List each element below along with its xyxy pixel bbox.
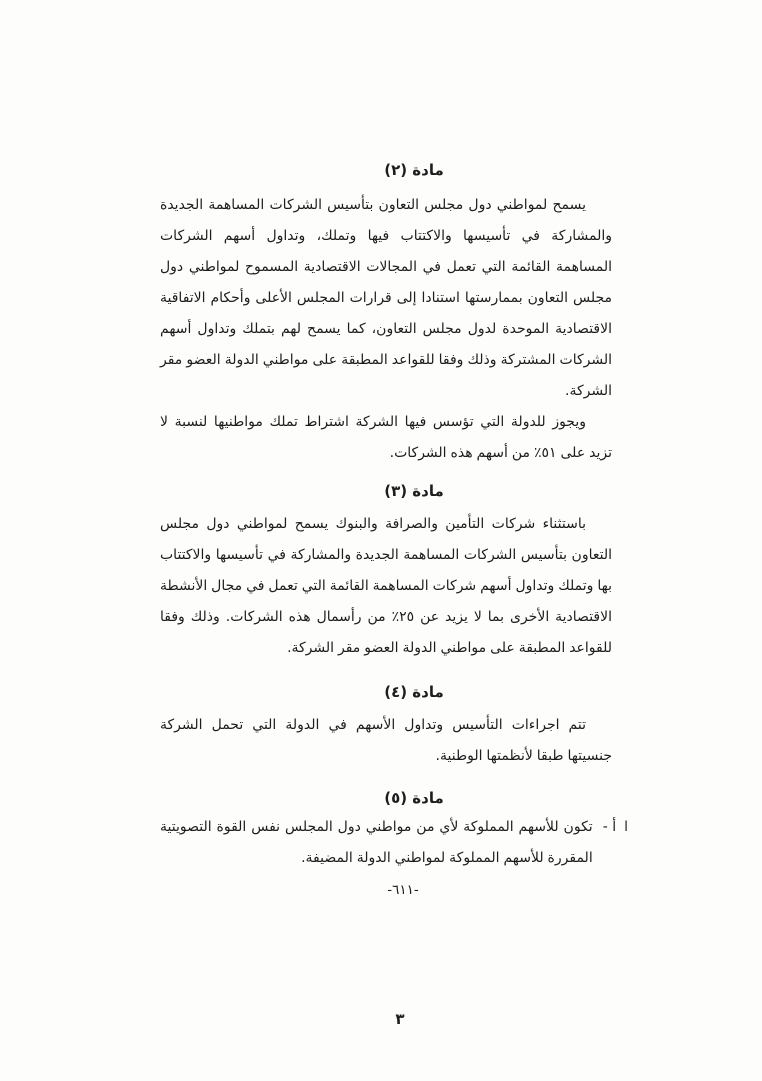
article-3-heading: مادة (٣) [384,482,444,500]
article-2-paragraph-2: ويجوز للدولة التي تؤسس فيها الشركة اشتراط تملك مواطنيها لنسبة لا تزيد على ٥١٪ من أسهم هذه الشركات. [160,414,612,461]
article-5-heading: مادة (٥) [384,789,444,807]
article-4-heading: مادة (٤) [384,683,444,701]
folio-number: ٣ [395,1010,405,1028]
article-5-item-a [160,812,628,874]
stray-margin-mark: ا [624,819,628,835]
article-3-paragraph-1: باستثناء شركات التأمين والصرافة والبنوك يسمح لمواطني دول مجلس التعاون بتأسيس الشركات المساهمة الجديدة والمشاركة في تأسيسها والاكتتاب بها وتملك وتداول أسهم شركات المساهمة القائمة التي تعمل في مجال الأنشطة الاقتصادية الأخرى بما لا يزيد عن ٢٥٪ من رأسمال هذه الشركات. وذلك وفقا للقواعد المطبقة على مواطني الدولة العضو مقر الشركة. [159,516,612,656]
article-4-paragraph-1: تتم اجراءات التأسيس وتداول الأسهم في الدولة التي تحمل الشركة جنسيتها طبقا لأنظمتها الوطنية. [160,717,612,764]
page-number: -٦١١- [387,882,419,898]
article-2-paragraph-1: يسمح لمواطني دول مجلس التعاون بتأسيس الشركات المساهمة الجديدة والمشاركة في تأسيسها والاكتتاب فيها وتملك، وتداول أسهم الشركات المساهمة القائمة التي تعمل في المجالات الاقتصادية المسموح لمواطني دول مجلس التعاون بممارستها استنادا إلى قرارات المجلس الأعلى وأحكام الاتفاقية الاقتصادية الموحدة لدول مجلس التعاون، كما يسمح لهم بتملك وتداول أسهم الشركات المشتركة وذلك وفقا للقواعد المطبقة على مواطني الدولة العضو مقر الشركة. [160,197,612,399]
article-2-heading: مادة (٢) [384,161,444,179]
article-5-item-a-text: تكون للأسهم المملوكة لأي من مواطني دول المجلس نفس القوة التصويتية المقررة للأسهم المملوكة لمواطني الدولة المضيفة. [160,819,593,866]
article-5-item-a-marker: أ - [602,819,617,835]
text-column [159,158,628,900]
